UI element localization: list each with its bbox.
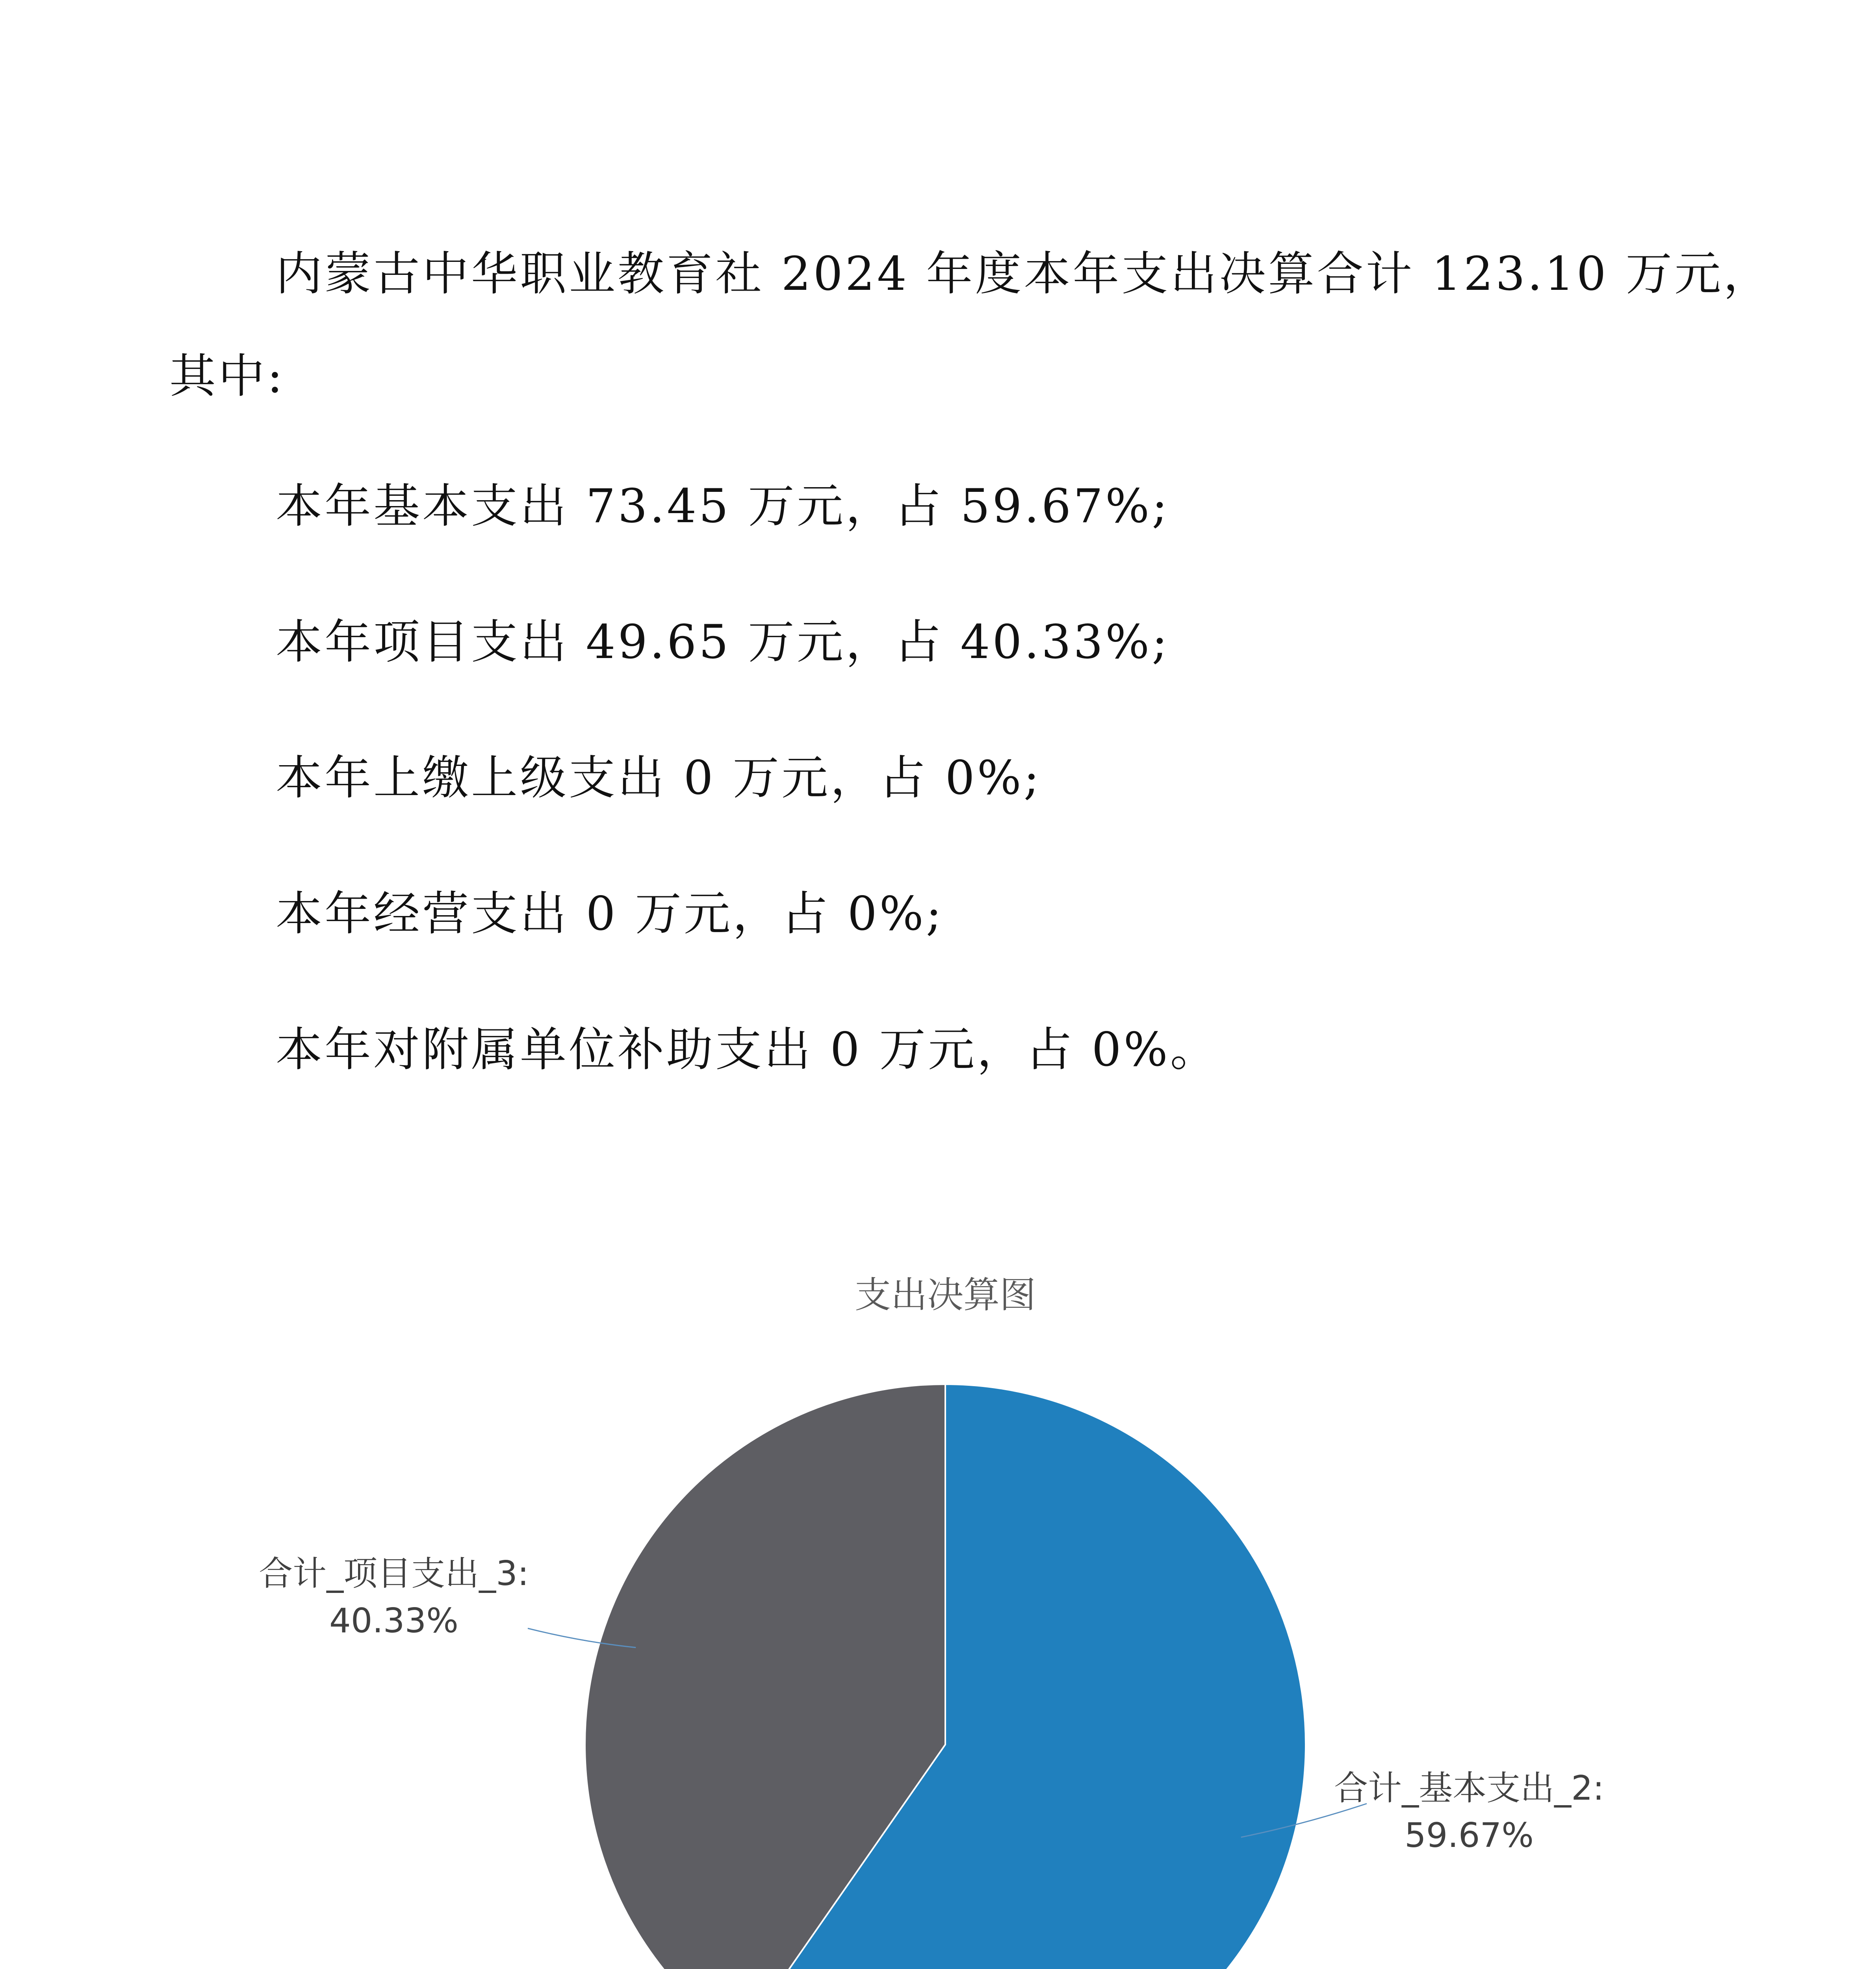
intro-line-1: 内蒙古中华职业教育社 2024 年度本年支出决算合计 123.10 万元， — [276, 247, 1772, 301]
data-label-name-2: 合计_项目支出_3: — [259, 1554, 529, 1593]
chart-canvas — [150, 1240, 1725, 1969]
item-upper-level-expenditure: 本年上缴上级支出 0 万元，占 0%; — [276, 751, 1042, 805]
item-basic-expenditure: 本年基本支出 73.45 万元，占 59.67%; — [276, 479, 1170, 533]
expenditure-pie-chart — [150, 1240, 1725, 1969]
intro-line-2: 其中: — [169, 349, 285, 403]
item-project-expenditure: 本年项目支出 49.65 万元，占 40.33%; — [276, 615, 1170, 669]
chart-title: 支出决算图 — [854, 1274, 1036, 1316]
data-label-name-1: 合计_基本支出_2: — [1334, 1769, 1604, 1808]
item-subsidiary-expenditure: 本年对附属单位补助支出 0 万元，占 0%。 — [276, 1022, 1219, 1077]
data-label-value-2: 40.33% — [329, 1601, 458, 1641]
data-label-value-1: 59.67% — [1405, 1816, 1534, 1855]
pie-slices — [585, 1384, 1306, 1969]
item-business-expenditure: 本年经营支出 0 万元，占 0%; — [276, 886, 944, 941]
